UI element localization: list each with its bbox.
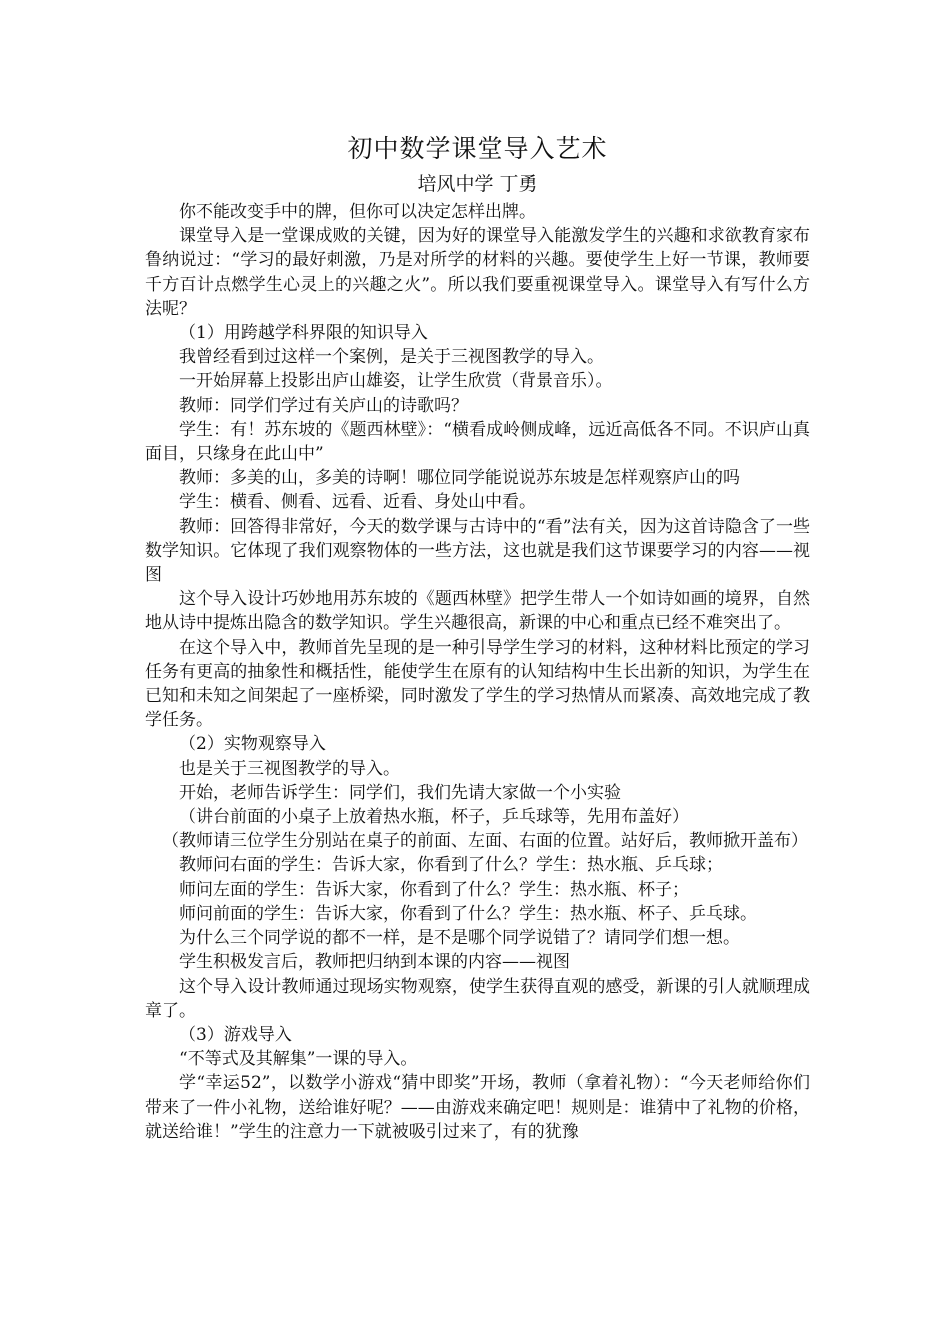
paragraph: 教师：多美的山，多美的诗啊！哪位同学能说说苏东坡是怎样观察庐山的吗 <box>179 468 740 489</box>
paragraph: 学生：有！苏东坡的《题西林壁》：“横看成岭侧成峰，远近高低各不同。不识庐山真面目，只缘身在此山中” <box>145 419 810 465</box>
section-heading-1: （1）用跨越学科界限的知识导入 <box>179 323 428 344</box>
document-author: 培风中学 丁勇 <box>417 173 538 195</box>
document-title: 初中数学课堂导入艺术 <box>347 134 608 163</box>
paragraph: 教师：回答得非常好，今天的数学课与古诗中的“看”法有关，因为这首诗隐含了一些数学知识。它体现了我们观察物体的一些方法，这也就是我们这节课要学习的内容——视图 <box>145 516 810 586</box>
document-page <box>145 128 810 1144</box>
section-heading-2: （2）实物观察导入 <box>179 734 326 755</box>
paragraph: 这个导入设计教师通过现场实物观察，使学生获得直观的感受，新课的引人就顺理成章了。 <box>145 976 810 1021</box>
paragraph: 为什么三个同学说的都不一样，是不是哪个同学说错了？请同学们想一想。 <box>179 928 740 949</box>
paragraph: 也是关于三视图教学的导入。 <box>179 758 400 779</box>
paragraph: 师问前面的学生：告诉大家，你看到了什么？学生：热水瓶、杯子、乒乓球。 <box>179 903 757 924</box>
paragraph: 学生：横看、侧看、远看、近看、身处山中看。 <box>179 492 536 513</box>
paragraph: “不等式及其解集”一课的导入。 <box>179 1049 418 1070</box>
paragraph: 一开始屏幕上投影出庐山雄姿，让学生欣赏（背景音乐）。 <box>179 371 613 392</box>
paragraph: 在这个导入中，教师首先呈现的是一种引导学生学习的材料，这种材料比预定的学习任务有更高的抽象性和概括性，能使学生在原有的认知结构中生长出新的知识，为学生在已知和未知之间架起了一座桥梁，同时激发了学生的学习热情从而紧凑、高效地完成了教学任务。 <box>145 637 810 731</box>
paragraph: 教师问右面的学生：告诉大家，你看到了什么？学生：热水瓶、乒乓球； <box>179 855 723 876</box>
paragraph: 师问左面的学生：告诉大家，你看到了什么？学生：热水瓶、杯子； <box>179 879 689 900</box>
paragraph: 教师：同学们学过有关庐山的诗歌吗？ <box>179 395 468 416</box>
paragraph: （教师请三位学生分别站在桌子的前面、左面、右面的位置。站好后，教师掀开盖布） <box>162 831 808 852</box>
paragraph: 开始，老师告诉学生：同学们，我们先请大家做一个小实验 <box>179 782 621 803</box>
paragraph: 学“幸运52”，以数学小游戏“猜中即奖”开场，教师（拿着礼物）：“今天老师给你们带来了一件小礼物，送给谁好呢？——由游戏来确定吧！规则是：谁猜中了礼物的价格，就送给谁！”学生的注意力一下就被吸引过来了，有的犹豫 <box>145 1073 810 1142</box>
section-heading-3: （3）游戏导入 <box>179 1024 292 1045</box>
paragraph: 课堂导入是一堂课成败的关键，因为好的课堂导入能激发学生的兴趣和求欲教育家布鲁纳说过：“学习的最好刺激，乃是对所学的材料的兴趣。要使学生上好一节课，教师要千方百计点燃学生心灵上的兴趣之火”。所以我们要重视课堂导入。课堂导入有写什么方法呢？ <box>145 226 810 319</box>
paragraph: （讲台前面的小桌子上放着热水瓶，杯子，乒乓球等，先用布盖好） <box>179 807 689 828</box>
paragraph: 这个导入设计巧妙地用苏东坡的《题西林壁》把学生带人一个如诗如画的境界，自然地从诗中提炼出隐含的数学知识。学生兴趣很高，新课的中心和重点已经不难突出了。 <box>145 589 810 634</box>
paragraph: 我曾经看到过这样一个案例，是关于三视图教学的导入。 <box>179 347 604 368</box>
paragraph: 你不能改变手中的牌，但你可以决定怎样出牌。 <box>179 202 536 222</box>
paragraph: 学生积极发言后，教师把归纳到本课的内容——视图 <box>179 952 570 973</box>
